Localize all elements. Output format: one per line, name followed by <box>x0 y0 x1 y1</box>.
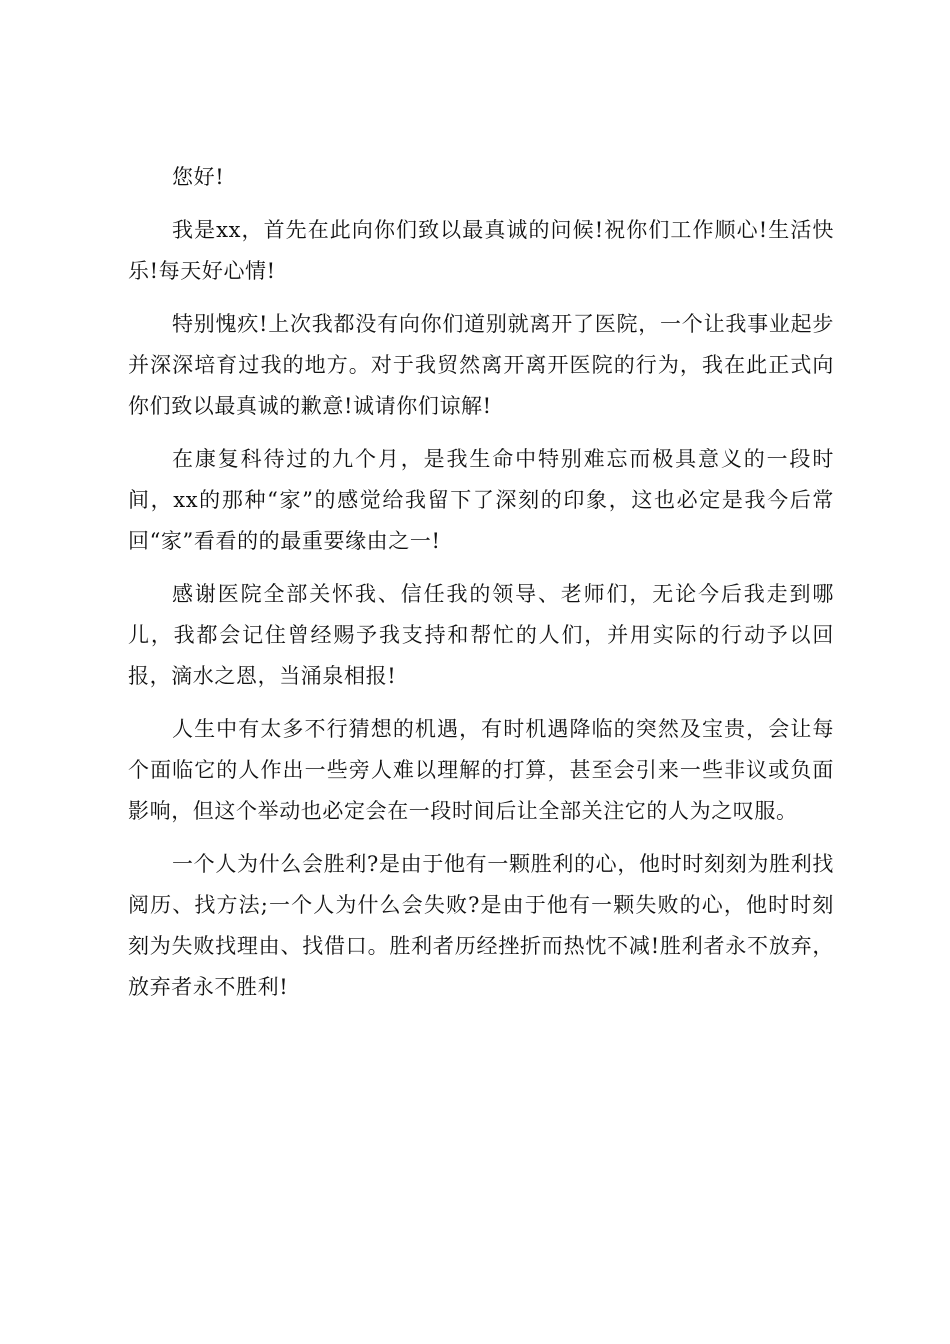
paragraph-gratitude: 感谢医院全部关怀我、信任我的领导、老师们，无论今后我走到哪儿，我都会记住曾经赐予我支持和帮忙的人们，并用实际的行动予以回报，滴水之恩，当涌泉相报! <box>128 582 834 688</box>
greeting: 您好! <box>172 165 225 189</box>
paragraph-introduction: 我是xx，首先在此向你们致以最真诚的问候!祝你们工作顺心!生活快乐!每天好心情! <box>128 218 834 283</box>
paragraph-apology: 特别愧疚!上次我都没有向你们道别就离开了医院，一个让我事业起步并深深培育过我的地方。对于我贸然离开离开医院的行为，我在此正式向你们致以最真诚的歉意!诚请你们谅解! <box>128 312 834 418</box>
letter-body <box>128 157 834 1020</box>
paragraph-success: 一个人为什么会胜利?是由于他有一颗胜利的心，他时时刻刻为胜利找阅历、找方法;一个人为什么会失败?是由于他有一颗失败的心，他时时刻刻为失败找理由、找借口。胜利者历经挫折而热忱不减!胜利者永不放弃，放弃者永不胜利! <box>128 852 834 999</box>
paragraph-rehab-memories: 在康复科待过的九个月，是我生命中特别难忘而极具意义的一段时间，xx的那种“家”的感觉给我留下了深刻的印象，这也必定是我今后常回“家”看看的的最重要缘由之一! <box>128 447 834 553</box>
paragraph-opportunity: 人生中有太多不行猜想的机遇，有时机遇降临的突然及宝贵，会让每个面临它的人作出一些旁人难以理解的打算，甚至会引来一些非议或负面影响，但这个举动也必定会在一段时间后让全部关注它的人为之叹服。 <box>128 717 834 823</box>
